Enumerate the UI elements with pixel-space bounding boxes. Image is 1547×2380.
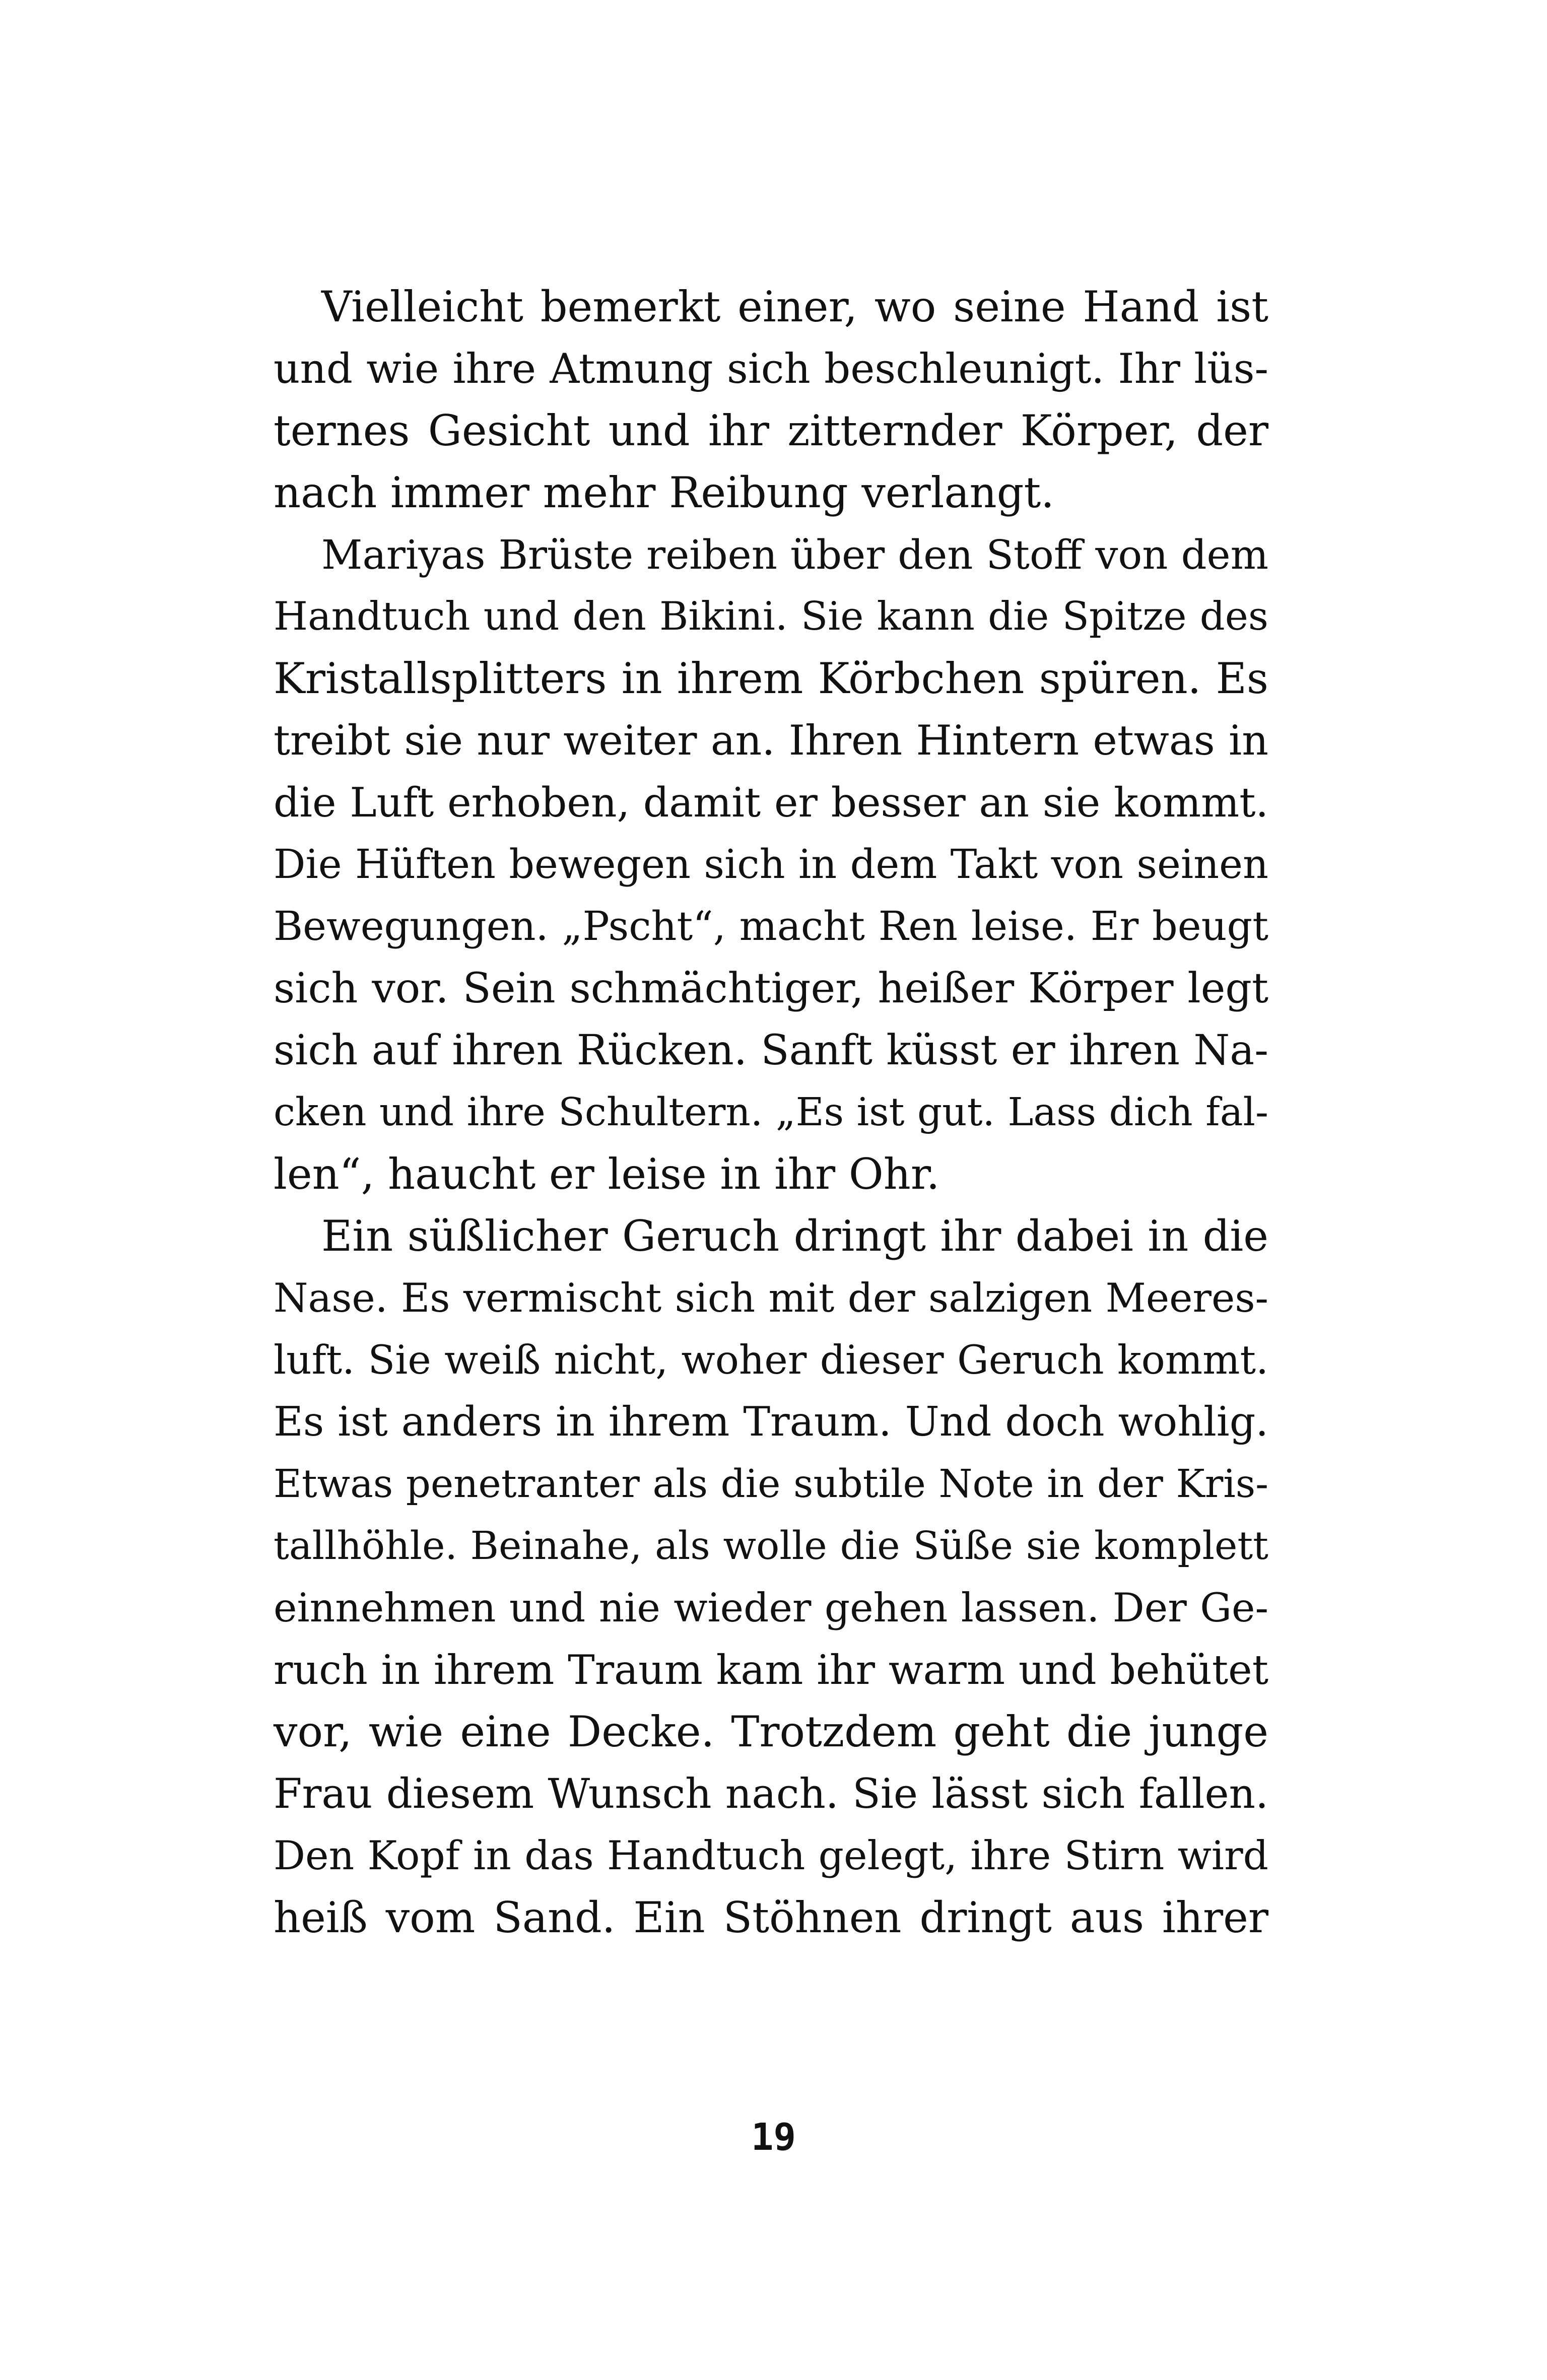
text-line: len“, haucht er leise in ihr Ohr.: [274, 1149, 940, 1199]
text-line: vor, wie eine Decke. Trotzdem geht die junge: [274, 1707, 1268, 1756]
body-text: [274, 276, 1268, 1949]
text-line: die Luft erhoben, damit er besser an sie kommt.: [274, 779, 1268, 826]
text-line: Nase. Es vermischt sich mit der salzigen Meeres-: [274, 1275, 1268, 1321]
text-line: cken und ihre Schultern. „Es ist gut. Lass dich fal-: [274, 1090, 1268, 1135]
text-line: sich vor. Sein schmächtiger, heißer Körper legt: [274, 965, 1268, 1012]
page-number: 19: [751, 2116, 796, 2159]
text-line: Frau diesem Wunsch nach. Sie lässt sich fallen.: [274, 1770, 1268, 1818]
paragraph: [274, 524, 1268, 1205]
text-line: Handtuch und den Bikini. Sie kann die Spitze des: [274, 594, 1268, 639]
paragraph: [274, 1205, 1268, 1949]
text-line: heiß vom Sand. Ein Stöhnen dringt aus ihrer: [274, 1893, 1268, 1942]
text-line: und wie ihre Atmung sich beschleunigt. Ihr lüs-: [274, 345, 1268, 393]
text-line: Den Kopf in das Handtuch gelegt, ihre Stirn wird: [274, 1832, 1268, 1879]
text-line: Ein süßlicher Geruch dringt ihr dabei in die: [321, 1211, 1268, 1261]
text-line: Vielleicht bemerkt einer, wo seine Hand ist: [321, 282, 1268, 331]
text-line: tallhöhle. Beinahe, als wolle die Süße sie komplett: [274, 1524, 1268, 1569]
text-line: Bewegungen. „Pscht“, macht Ren leise. Er beugt: [274, 903, 1268, 949]
text-line: ruch in ihrem Traum kam ihr warm und behütet: [274, 1646, 1268, 1693]
text-line: Die Hüften bewegen sich in dem Takt von seinen: [274, 841, 1268, 888]
text-line: Es ist anders in ihrem Traum. Und doch wohlig.: [274, 1398, 1268, 1446]
text-line: treibt sie nur weiter an. Ihren Hintern etwas in: [274, 717, 1268, 765]
text-line: ternes Gesicht und ihr zitternder Körper, der: [274, 406, 1268, 455]
text-line: nach immer mehr Reibung verlangt.: [274, 468, 1054, 517]
text-line: Kristallsplitters in ihrem Körbchen spüren. Es: [274, 654, 1268, 703]
text-line: einnehmen und nie wieder gehen lassen. Der Ge-: [274, 1585, 1268, 1631]
paragraph: [274, 276, 1268, 524]
text-line: Mariyas Brüste reiben über den Stoff von dem: [321, 531, 1268, 578]
text-line: luft. Sie weiß nicht, woher dieser Geruch kommt.: [274, 1337, 1268, 1383]
text-line: sich auf ihren Rücken. Sanft küsst er ihren Na-: [274, 1027, 1268, 1074]
text-line: Etwas penetranter als die subtile Note in der Kris-: [274, 1462, 1268, 1507]
